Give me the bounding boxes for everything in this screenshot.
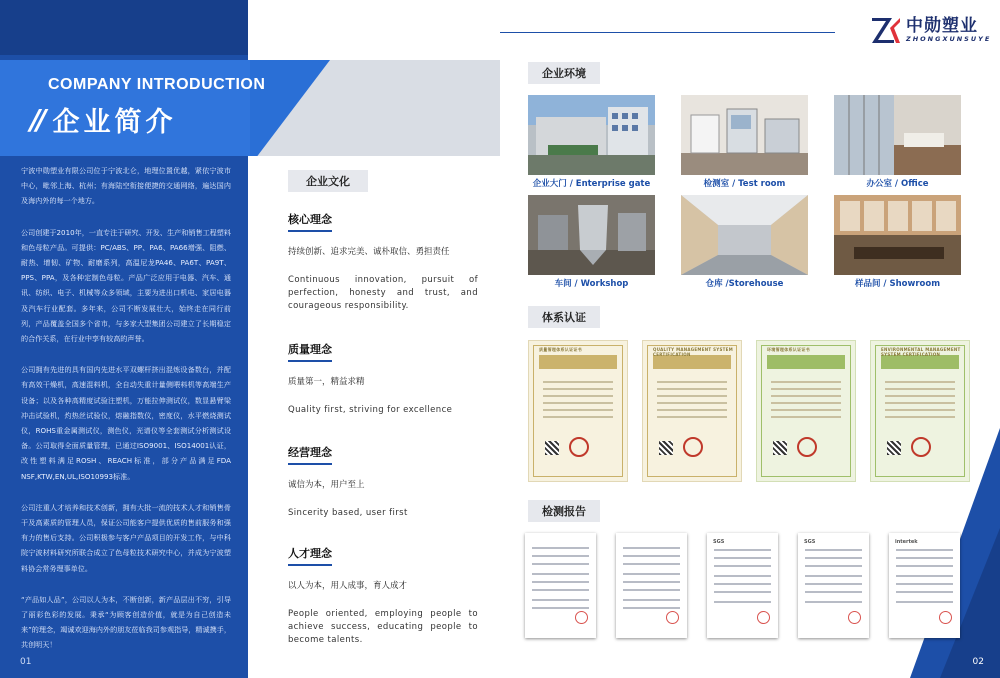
photo-cell xyxy=(528,195,655,291)
culture-section-talent xyxy=(288,542,478,647)
report-row xyxy=(525,533,960,638)
culture-section-business xyxy=(288,441,478,520)
intro-paragraph: 宁波中勋塑业有限公司位于宁波北仑，地理位置优越，紧依宁波市中心，毗邻上海、杭州；有海陆空衔接便捷的交通网络，遍达国内及海内外的每一个地方。 xyxy=(21,166,231,206)
section-english: Continuous innovation, pursuit of perfection, honesty and trust, and courageous responsibility. xyxy=(288,275,478,311)
culture-header: 企业文化 xyxy=(288,170,368,192)
test-report xyxy=(798,533,869,638)
photo-caption: 企业大门 / Enterprise gate xyxy=(532,179,651,189)
seal-icon xyxy=(683,437,703,457)
page-number: 02 xyxy=(972,657,984,667)
stamp-icon xyxy=(666,611,679,624)
section-chinese: 持续创新、追求完美、诚朴取信、勇担责任 xyxy=(288,247,450,257)
blue-panel-top xyxy=(0,0,248,55)
section-title: 质量理念 xyxy=(288,341,332,362)
environment-header: 企业环境 xyxy=(528,62,600,84)
certificate xyxy=(642,340,742,482)
qr-code-icon xyxy=(545,441,559,455)
test-report xyxy=(889,533,960,638)
report-brand: intertek xyxy=(895,539,918,545)
photo-caption: 办公室 / Office xyxy=(866,179,929,189)
section-chinese: 质量第一，精益求精 xyxy=(288,377,365,387)
section-english: Quality first, striving for excellence xyxy=(288,405,453,415)
certificate-header-band xyxy=(539,355,617,369)
intro-paragraph: 公司拥有先进的具有国内先进水平双螺杆挤出混炼设备数台，并配有高效干燥机，高速混料机，全自动失重计量侧喂料机等高端生产设备；以及各种高精度试验注塑机，万能拉伸测试仪，数显悬臂梁冲击试验机，灼热丝试验仪，熔融指数仪，密度仪，水平燃烧测试仪，ROHS重金属测试仪，测色仪，光谱仪等全套测试分析测试设备。公司取得全面质量管理，已通过ISO9001、ISO14001认证，改性塑料满足ROSH、REACH标准，部分产品满足FDA NSF,KTW,EN,UL,ISO10993标准。 xyxy=(21,365,231,481)
certificate-text-lines xyxy=(885,381,955,423)
photo-cell xyxy=(681,95,808,191)
report-brand: SGS xyxy=(804,539,816,545)
title-english: COMPANY INTRODUCTION xyxy=(48,76,266,93)
section-title: 经营理念 xyxy=(288,444,332,465)
stamp-icon xyxy=(757,611,770,624)
certificate-title: ENVIRONMENTAL MANAGEMENT SYSTEM CERTIFICATION xyxy=(881,347,961,357)
logo-chinese: 中勋塑业 xyxy=(906,16,978,36)
certification-header: 体系认证 xyxy=(528,306,600,328)
certificate-header-band xyxy=(881,355,959,369)
page-number: 01 xyxy=(20,657,32,667)
test-report xyxy=(616,533,687,638)
certificate-title: QUALITY MANAGEMENT SYSTEM CERTIFICATION xyxy=(653,347,733,357)
showroom-photo-icon xyxy=(834,195,961,275)
photo-caption: 样品间 / Showroom xyxy=(854,279,941,289)
culture-section-quality xyxy=(288,338,478,417)
intro-paragraph: 公司注重人才培养和技术创新，拥有大批一流的技术人才和销售骨干及高素质的管理人员，保证公司能客户提供优质的售前服务和强有力的售后支持。公司积极参与客户产品项目的开发工作，与中科院宁波材料研究所联合成立了色母粒技术研究中心，并成为宁波塑料协会常务理事单位。 xyxy=(21,502,231,573)
certificate-text-lines xyxy=(771,381,841,423)
certificate xyxy=(756,340,856,482)
title-chinese: 企业简介 xyxy=(52,107,177,138)
qr-code-icon xyxy=(887,441,901,455)
photo-cell xyxy=(834,95,961,191)
certificate-text-lines xyxy=(543,381,613,423)
test-report-header: 检测报告 xyxy=(528,500,600,522)
section-english: People oriented, employing people to achieve success, educating people to become talents. xyxy=(288,609,478,645)
certificate xyxy=(870,340,970,482)
section-title: 人才理念 xyxy=(288,545,332,566)
certificate xyxy=(528,340,628,482)
title-slashes: // xyxy=(30,103,43,136)
right-page xyxy=(500,0,1000,678)
photo-cell xyxy=(834,195,961,291)
certificate-title: 质量管理体系认证证书 xyxy=(539,347,582,352)
intro-text xyxy=(21,163,231,669)
workshop-photo-icon xyxy=(528,195,655,275)
photo-caption: 车间 / Workshop xyxy=(554,279,629,289)
warehouse-photo-icon xyxy=(681,195,808,275)
stamp-icon xyxy=(848,611,861,624)
report-brand: SGS xyxy=(713,539,725,545)
photo-caption: 检测室 / Test room xyxy=(703,179,786,189)
title-chinese-wrap xyxy=(30,100,176,139)
qr-code-icon xyxy=(773,441,787,455)
seal-icon xyxy=(569,437,589,457)
lab-photo-icon xyxy=(681,95,808,175)
certificate-text-lines xyxy=(657,381,727,423)
intro-paragraph: 公司创建于2010年，一直专注于研究、开发、生产和销售工程塑料和色母粒产品。可提供：PC/ABS、PP、PA6、PA66增强、阻燃、耐热、增韧、矿物、耐磨系列，高温尼龙PA46、PA6T、PA9T、PPS、PPA，及各种定制色母粒。产品广泛应用于电器、汽车、通讯、纺织、电子、机械等众多领域，主要为进出口机电、家居电器及汽车行业配套。多年来，公司不断发展壮大，始终走在同行前列，产品覆盖全国多个省市，与多家大型集团公司建立了长期稳定的合作关系，在行业中享有较高的声誉。 xyxy=(21,227,231,344)
stamp-icon xyxy=(939,611,952,624)
certificate-header-band xyxy=(767,355,845,369)
logo-english: ZHONGXUNSUYE xyxy=(906,35,992,43)
photo-caption: 仓库 /Storehouse xyxy=(705,279,784,289)
logo-zk-icon xyxy=(870,14,902,46)
section-english: Sincerity based, user first xyxy=(288,508,408,518)
test-report xyxy=(525,533,596,638)
top-divider-line xyxy=(500,32,835,33)
logo-text xyxy=(906,17,991,43)
section-chinese: 以人为本，用人成事，育人成才 xyxy=(288,581,408,591)
seal-icon xyxy=(911,437,931,457)
certificate-header-band xyxy=(653,355,731,369)
intro-paragraph: “产品如人品”，公司以人为本，不断创新，新产品层出不穷，引导了丽彩色彩的发展。秉承“为顾客创造价值，就是为自己创造未来”的理念，竭诚欢迎海内外的朋友莅临我司参观指导，精诚携手，共创明天！ xyxy=(21,594,231,650)
certificate-title: 环境管理体系认证证书 xyxy=(767,347,810,352)
test-report xyxy=(707,533,778,638)
office-photo-icon xyxy=(834,95,961,175)
section-chinese: 诚信为本，用户至上 xyxy=(288,480,365,490)
seal-icon xyxy=(797,437,817,457)
section-title: 核心理念 xyxy=(288,211,332,232)
stamp-icon xyxy=(575,611,588,624)
environment-photo-grid xyxy=(528,95,963,291)
building-photo-icon xyxy=(528,95,655,175)
photo-cell xyxy=(528,95,655,191)
photo-cell xyxy=(681,195,808,291)
culture-section-core xyxy=(288,208,478,313)
company-logo xyxy=(870,14,991,46)
qr-code-icon xyxy=(659,441,673,455)
certificate-row xyxy=(528,340,970,482)
